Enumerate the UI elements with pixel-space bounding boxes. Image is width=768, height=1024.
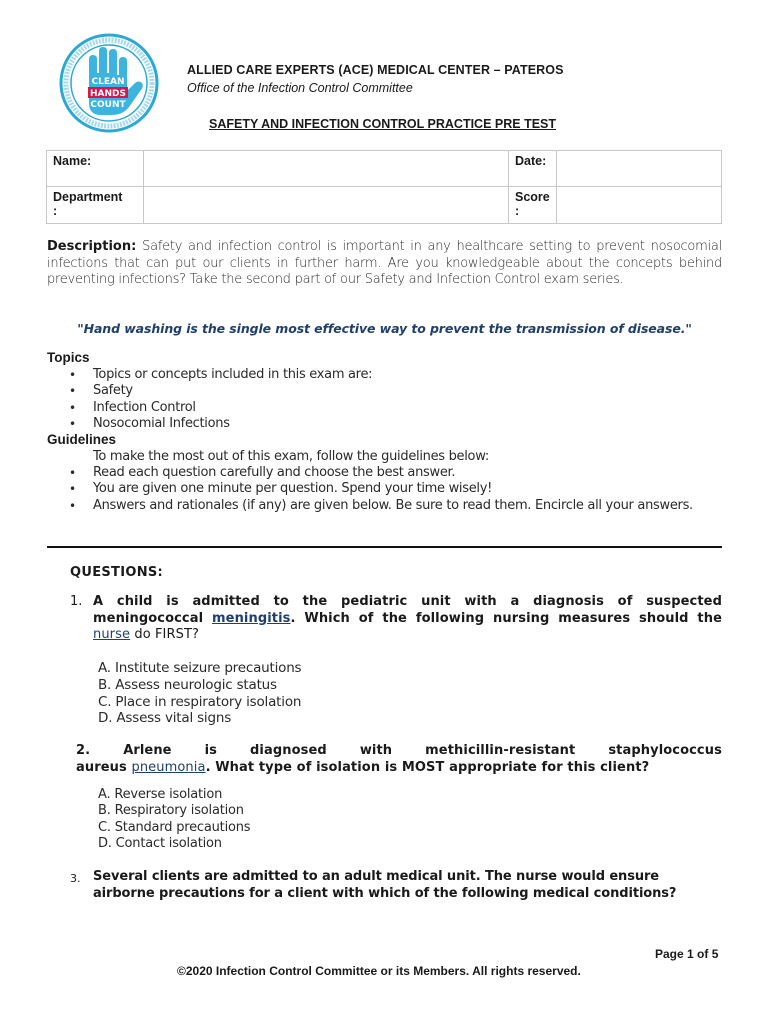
table-row <box>47 187 722 224</box>
section-divider <box>47 546 722 548</box>
handwashing-quote: "Hand washing is the single most effective way to prevent the transmission of disease." <box>77 321 692 336</box>
question-2-text-a: aureus <box>76 759 132 775</box>
list-item <box>47 498 723 514</box>
bullet-icon: • <box>69 384 76 399</box>
bullet-icon: • <box>69 466 76 480</box>
guidelines-list <box>47 465 723 514</box>
department-label-text: Department <box>53 190 123 204</box>
nurse-link[interactable]: nurse <box>93 627 131 642</box>
list-item <box>47 465 723 481</box>
choice-d[interactable]: D. Assess vital signs <box>98 710 232 727</box>
list-item <box>47 383 723 399</box>
document-title: SAFETY AND INFECTION CONTROL PRACTICE PRE TEST <box>209 117 557 131</box>
bullet-icon: • <box>69 400 76 415</box>
topics-heading: Topics <box>47 350 90 365</box>
question-1-text-c: do FIRST? <box>130 627 200 642</box>
page-prefix: Page <box>655 947 688 961</box>
question-2-word: with <box>359 743 393 758</box>
logo-text-count: COUNT <box>90 100 126 110</box>
description-label: Description: <box>47 239 137 254</box>
bullet-icon: • <box>69 368 76 382</box>
choice-a[interactable]: A. Reverse isolation <box>98 787 223 802</box>
guideline-text: Answers and rationales (if any) are given below. Be sure to read them. Encircle all your answers. <box>93 497 693 513</box>
clean-hands-count-logo <box>59 33 159 133</box>
organization-name: ALLIED CARE EXPERTS (ACE) MEDICAL CENTER – PATEROS <box>187 63 564 77</box>
question-2-line-2 <box>76 760 722 777</box>
department-field[interactable] <box>144 187 509 224</box>
questions-heading: QUESTIONS: <box>70 565 164 580</box>
question-2-choices <box>98 787 250 852</box>
choice-a[interactable]: A. Institute seizure precautions <box>98 660 302 676</box>
choice-d[interactable]: D. Contact isolation <box>98 835 222 851</box>
date-field[interactable] <box>557 151 722 187</box>
question-2-text <box>76 743 722 776</box>
choice-b[interactable]: B. Respiratory isolation <box>98 803 244 819</box>
table-row <box>47 151 722 187</box>
score-label-colon: : <box>515 204 520 218</box>
list-item <box>47 367 723 383</box>
guideline-text: You are given one minute per question. Spend your time wisely! <box>93 481 493 497</box>
question-2-word: is <box>204 743 218 758</box>
topics-list <box>47 367 723 432</box>
examinee-info-table <box>46 150 722 224</box>
name-label: Name: <box>47 151 144 187</box>
score-label <box>509 187 557 224</box>
choice-c[interactable]: C. Standard precautions <box>98 819 251 835</box>
department-label <box>47 187 144 224</box>
guideline-text: Read each question carefully and choose the best answer. <box>93 465 456 480</box>
topic-text: Infection Control <box>93 399 196 415</box>
description-paragraph <box>47 239 722 289</box>
question-3-number: 3. <box>70 872 81 885</box>
question-2-word: diagnosed <box>250 743 327 758</box>
page-current: 1 <box>687 947 694 961</box>
bullet-icon: • <box>69 416 76 431</box>
copyright-notice: ©2020 Infection Control Committee or its Members. All rights reserved. <box>177 964 581 978</box>
pneumonia-link[interactable]: pneumonia <box>131 759 206 775</box>
description-text: Safety and infection control is important in any healthcare setting to prevent nosocomial infections that can put our clients in further harm. Are you knowledgeable about the concepts behind preventing infections? Take the second part of our Safety and Infection Control exam series. <box>47 239 722 287</box>
office-name: Office of the Infection Control Committee <box>187 81 413 95</box>
guidelines-heading: Guidelines <box>47 432 117 447</box>
question-2-word: methicillin-resistant <box>425 743 576 758</box>
date-label: Date: <box>509 151 557 187</box>
page-number <box>655 947 718 961</box>
choice-c[interactable]: C. Place in respiratory isolation <box>98 693 302 710</box>
question-2-word: 2. <box>76 743 91 758</box>
meningitis-link[interactable]: meningitis <box>212 610 291 626</box>
topic-text: Nosocomial Infections <box>93 415 230 431</box>
logo-text-clean: CLEAN <box>91 77 125 87</box>
logo-text-hands: HANDS <box>90 89 126 99</box>
page-of: of <box>693 947 712 961</box>
score-field[interactable] <box>557 187 722 224</box>
list-item <box>47 400 723 416</box>
question-2-text-b: . What type of isolation is MOST appropriate for this client? <box>205 759 650 775</box>
question-1-number: 1. <box>70 594 83 609</box>
choice-b[interactable]: B. Assess neurologic status <box>98 676 277 693</box>
question-1-choices <box>98 660 301 727</box>
question-1-text <box>93 594 722 644</box>
question-2-word: staphylococcus <box>608 743 722 758</box>
question-2-word: Arlene <box>123 743 172 758</box>
question-1-text-b: . Which of the following nursing measures should the <box>290 610 722 626</box>
bullet-icon: • <box>69 498 76 513</box>
question-1-text-a: A child is admitted to the pediatric unit with a diagnosis of suspected meningococcal <box>93 594 722 626</box>
bullet-icon: • <box>69 482 76 497</box>
list-item <box>47 481 723 497</box>
page-total: 5 <box>711 947 719 961</box>
list-item <box>47 416 723 432</box>
topic-text: Safety <box>93 383 133 399</box>
score-label-text: Score <box>515 190 550 204</box>
question-3-text: Several clients are admitted to an adult medical unit. The nurse would ensure airborne precautions for a client with which of the following medical conditions? <box>93 869 677 901</box>
question-2-line-1 <box>76 743 722 760</box>
topic-text: Topics or concepts included in this exam are: <box>93 367 373 382</box>
department-label-colon: : <box>53 204 58 218</box>
logo-graphic <box>59 33 159 133</box>
name-field[interactable] <box>144 151 509 187</box>
guidelines-intro: To make the most out of this exam, follow the guidelines below: <box>93 449 489 464</box>
